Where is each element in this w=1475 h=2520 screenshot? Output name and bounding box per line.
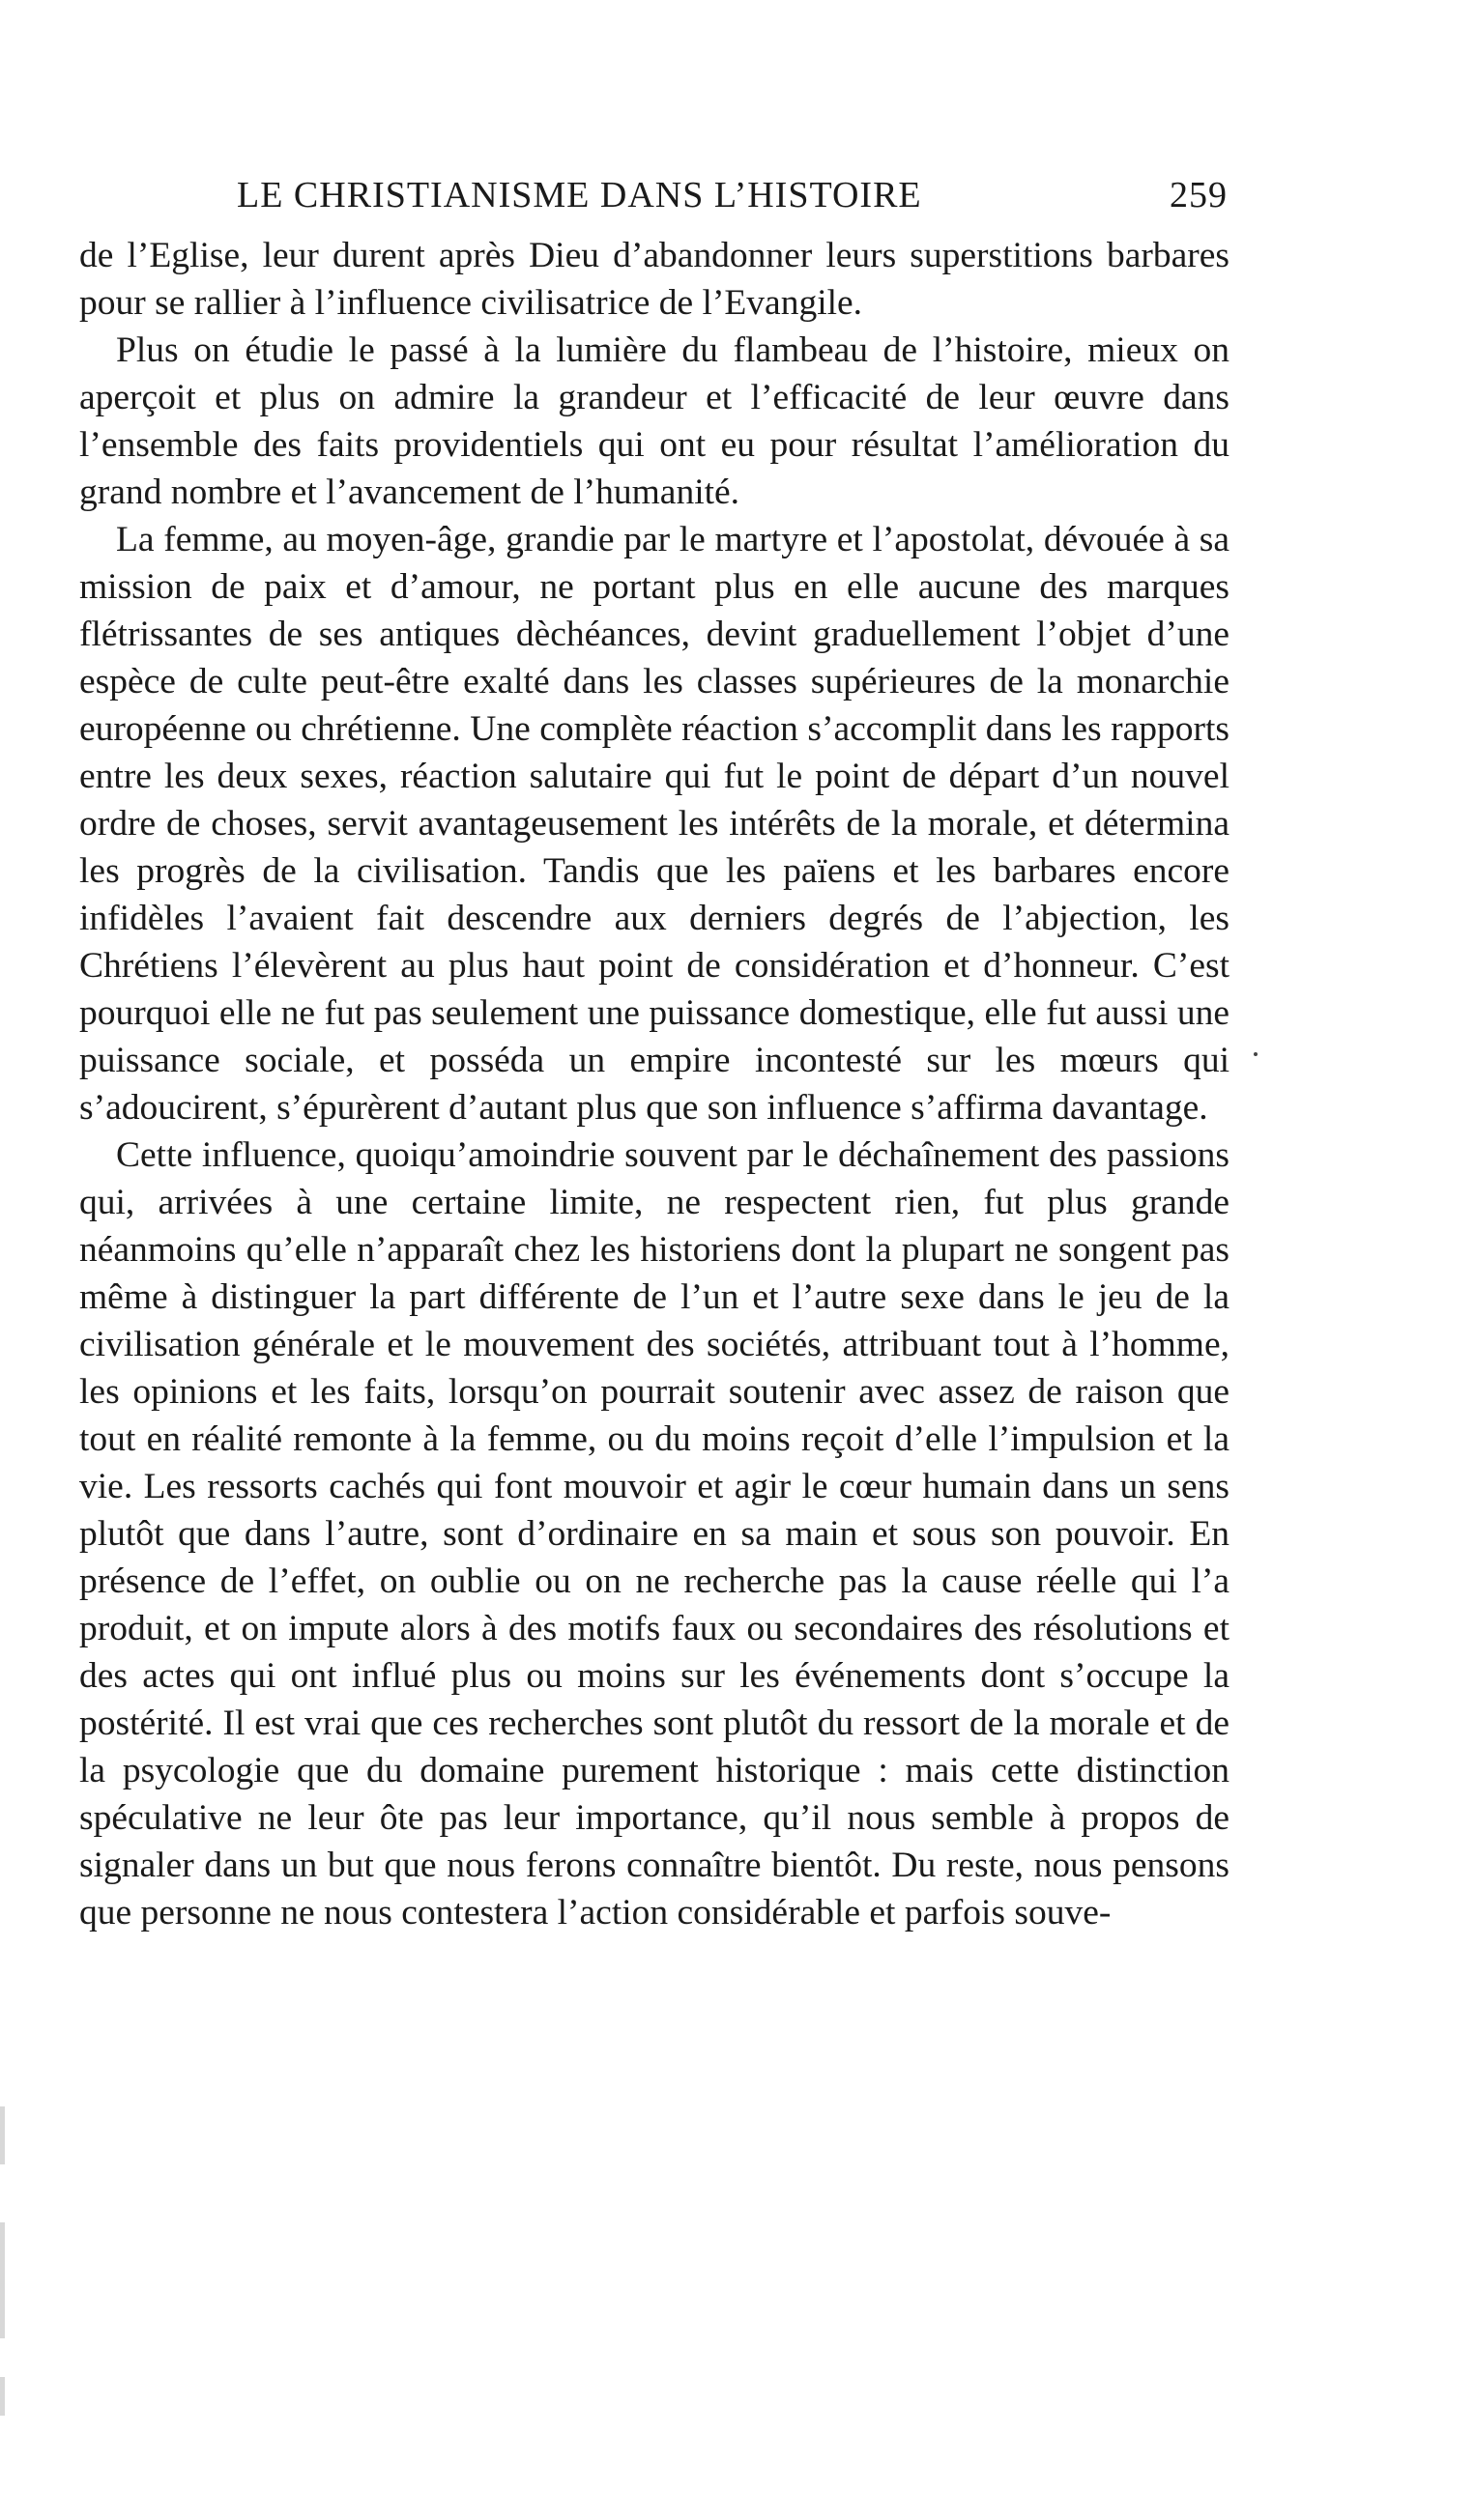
running-head xyxy=(237,174,1228,222)
page-number: 259 xyxy=(1170,175,1228,215)
ink-speck xyxy=(1254,1052,1258,1056)
paragraph: La femme, au moyen-âge, grandie par le martyre et l’apostolat, dévouée à sa mission de paix et d’amour, ne portant plus en elle aucune des marques flétrissantes de ses antiques dèchéances, devint graduellement l’objet d’une espèce de culte peut-être exalté dans les classes supérieures de la monarchie européenne ou chrétienne. Une complète réaction s’accomplit dans les rapports entre les deux sexes, réaction salutaire qui fut le point de départ d’un nouvel ordre de choses, servit avantageusement les intérêts de la morale, et détermina les progrès de la civilisation. Tandis que les païens et les barbares encore infidèles l’avaient fait descendre aux derniers degrés de l’abjection, les Chrétiens l’élevèrent au plus haut point de considération et d’honneur. C’est pourquoi elle ne fut pas seulement une puissance domestique, elle fut aussi une puissance sociale, et posséda un empire incontesté sur les mœurs qui s’adoucirent, s’épurèrent d’autant plus que son influence s’affirma davantage. xyxy=(79,520,1229,1128)
gutter-shadow xyxy=(0,2106,5,2164)
gutter-shadow xyxy=(0,2377,5,2416)
gutter-shadow xyxy=(0,2222,5,2338)
running-title: LE CHRISTIANISME DANS L’HISTOIRE xyxy=(237,175,922,215)
paragraph-continued: de l’Eglise, leur durent après Dieu d’abandonner leurs superstitions barbares pour se rallier à l’influence civilisatrice de l’Evangile. xyxy=(79,236,1229,323)
paragraph: Plus on étudie le passé à la lumière du flambeau de l’histoire, mieux on aperçoit et plus on admire la grandeur et l’efficacité de leur œuvre dans l’ensemble des faits providentiels qui ont eu pour résultat l’amélioration du grand nombre et l’avancement de l’humanité. xyxy=(79,330,1229,512)
body-text xyxy=(79,232,1229,1936)
paragraph: Cette influence, quoiqu’amoindrie souvent par le déchaînement des passions qui, arrivées à une certaine limite, ne respectent rien, fut plus grande néanmoins qu’elle n’apparaît chez les historiens dont la plupart ne songent pas même à distinguer la part différente de l’un et l’autre sexe dans le jeu de la civilisation générale et le mouvement des sociétés, attribuant tout à l’homme, les opinions et les faits, lorsqu’on pourrait soutenir avec assez de raison que tout en réalité remonte à la femme, ou du moins reçoit d’elle l’impulsion et la vie. Les ressorts cachés qui font mouvoir et agir le cœur humain dans un sens plutôt que dans l’autre, sont d’ordinaire en sa main et sous son pouvoir. En présence de l’effet, on oublie ou on ne recherche pas la cause réelle qui l’a produit, et on impute alors à des motifs faux ou secondaires des résolutions et des actes qui ont influé plus ou moins sur les événements dont s’occupe la postérité. Il est vrai que ces recherches sont plutôt du ressort de la morale et de la psycologie que du domaine purement historique : mais cette distinction spéculative ne leur ôte pas leur importance, qu’il nous semble à propos de signaler dans un but que nous ferons connaître bientôt. Du reste, nous pensons que personne ne nous contestera l’action considérable et parfois souve- xyxy=(79,1135,1229,1933)
